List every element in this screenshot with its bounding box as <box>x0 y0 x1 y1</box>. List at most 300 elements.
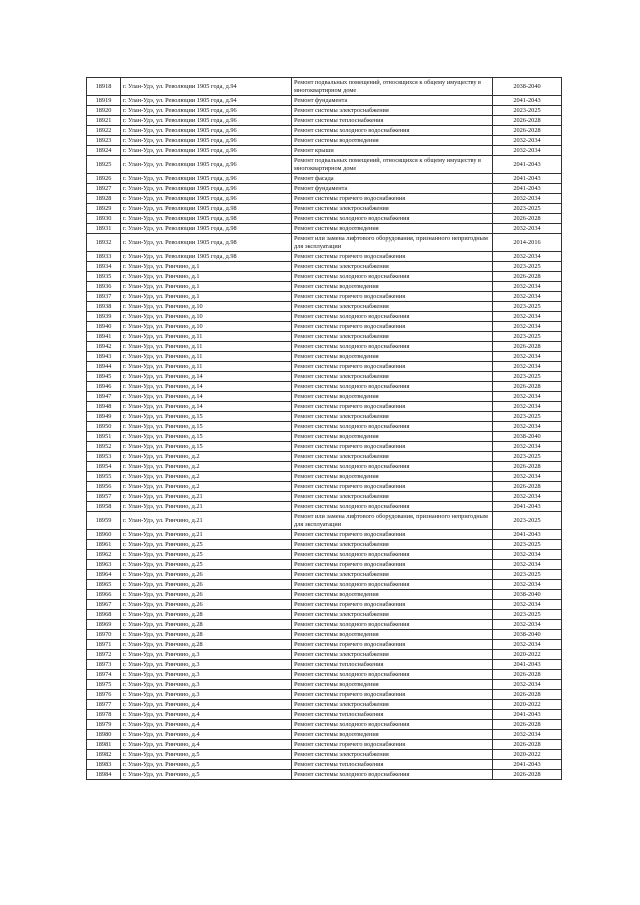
row-address: г. Улан-Удэ, ул. Ринчино, д.3 <box>121 690 292 700</box>
table-row <box>87 610 562 620</box>
row-number: 18966 <box>87 590 121 600</box>
row-work-type: Ремонт системы водоотведения <box>292 136 493 146</box>
row-work-type: Ремонт системы электроснабжения <box>292 750 493 760</box>
row-period: 2032-2034 <box>493 282 562 292</box>
table-row <box>87 690 562 700</box>
row-period: 2032-2034 <box>493 136 562 146</box>
row-address: г. Улан-Удэ, ул. Ринчино, д.2 <box>121 452 292 462</box>
row-work-type: Ремонт системы горячего водоснабжения <box>292 530 493 540</box>
row-work-type: Ремонт системы горячего водоснабжения <box>292 740 493 750</box>
row-address: г. Улан-Удэ, ул. Ринчино, д.25 <box>121 550 292 560</box>
row-period: 2023-2025 <box>493 452 562 462</box>
table-row <box>87 670 562 680</box>
table-row <box>87 282 562 292</box>
table-row <box>87 462 562 472</box>
row-address: г. Улан-Удэ, ул. Революции 1905 года, д.96 <box>121 116 292 126</box>
row-period: 2020-2022 <box>493 700 562 710</box>
row-work-type: Ремонт системы электроснабжения <box>292 492 493 502</box>
row-address: г. Улан-Удэ, ул. Ринчино, д.25 <box>121 540 292 550</box>
row-number: 18942 <box>87 342 121 352</box>
row-work-type: Ремонт системы горячего водоснабжения <box>292 690 493 700</box>
row-address: г. Улан-Удэ, ул. Ринчино, д.26 <box>121 590 292 600</box>
row-period: 2032-2034 <box>493 550 562 560</box>
row-number: 18955 <box>87 472 121 482</box>
row-period: 2032-2034 <box>493 680 562 690</box>
row-period: 2041-2043 <box>493 530 562 540</box>
row-number: 18965 <box>87 580 121 590</box>
row-period: 2032-2034 <box>493 252 562 262</box>
table-row <box>87 252 562 262</box>
row-address: г. Улан-Удэ, ул. Ринчино, д.3 <box>121 650 292 660</box>
row-work-type: Ремонт системы горячего водоснабжения <box>292 640 493 650</box>
row-address: г. Улан-Удэ, ул. Ринчино, д.21 <box>121 530 292 540</box>
row-period: 2032-2034 <box>493 600 562 610</box>
table-row <box>87 530 562 540</box>
row-address: г. Улан-Удэ, ул. Ринчино, д.2 <box>121 482 292 492</box>
row-number: 18939 <box>87 312 121 322</box>
table-row <box>87 156 562 174</box>
table-row <box>87 272 562 282</box>
row-number: 18921 <box>87 116 121 126</box>
row-address: г. Улан-Удэ, ул. Революции 1905 года, д.98 <box>121 204 292 214</box>
row-number: 18975 <box>87 680 121 690</box>
table-row <box>87 560 562 570</box>
row-number: 18926 <box>87 174 121 184</box>
row-address: г. Улан-Удэ, ул. Ринчино, д.2 <box>121 462 292 472</box>
table-row <box>87 194 562 204</box>
row-work-type: Ремонт системы холодного водоснабжения <box>292 580 493 590</box>
row-work-type: Ремонт системы водоотведения <box>292 730 493 740</box>
table-row <box>87 214 562 224</box>
row-address: г. Улан-Удэ, ул. Революции 1905 года, д.96 <box>121 184 292 194</box>
table-row <box>87 412 562 422</box>
row-period: 2041-2043 <box>493 96 562 106</box>
row-work-type: Ремонт системы холодного водоснабжения <box>292 550 493 560</box>
row-number: 18935 <box>87 272 121 282</box>
row-period: 2041-2043 <box>493 184 562 194</box>
row-address: г. Улан-Удэ, ул. Ринчино, д.11 <box>121 342 292 352</box>
row-number: 18925 <box>87 156 121 174</box>
row-period: 2032-2034 <box>493 146 562 156</box>
row-period: 2032-2034 <box>493 472 562 482</box>
row-work-type: Ремонт системы электроснабжения <box>292 540 493 550</box>
row-address: г. Улан-Удэ, ул. Революции 1905 года, д.98 <box>121 214 292 224</box>
row-work-type: Ремонт системы холодного водоснабжения <box>292 312 493 322</box>
row-work-type: Ремонт системы электроснабжения <box>292 302 493 312</box>
row-period: 2032-2034 <box>493 292 562 302</box>
table-row <box>87 620 562 630</box>
row-address: г. Улан-Удэ, ул. Ринчино, д.21 <box>121 512 292 530</box>
row-number: 18931 <box>87 224 121 234</box>
table-row <box>87 750 562 760</box>
row-period: 2041-2043 <box>493 502 562 512</box>
row-address: г. Улан-Удэ, ул. Ринчино, д.14 <box>121 392 292 402</box>
row-period: 2041-2043 <box>493 710 562 720</box>
row-period: 2023-2025 <box>493 372 562 382</box>
row-number: 18976 <box>87 690 121 700</box>
row-work-type: Ремонт фасада <box>292 174 493 184</box>
row-number: 18973 <box>87 660 121 670</box>
row-number: 18971 <box>87 640 121 650</box>
row-period: 2032-2034 <box>493 422 562 432</box>
row-address: г. Улан-Удэ, ул. Ринчино, д.11 <box>121 352 292 362</box>
table-row <box>87 322 562 332</box>
row-number: 18918 <box>87 78 121 96</box>
row-number: 18962 <box>87 550 121 560</box>
row-address: г. Улан-Удэ, ул. Революции 1905 года, д.96 <box>121 146 292 156</box>
row-period: 2023-2025 <box>493 302 562 312</box>
row-work-type: Ремонт системы электроснабжения <box>292 412 493 422</box>
row-period: 2032-2034 <box>493 194 562 204</box>
row-address: г. Улан-Удэ, ул. Революции 1905 года, д.96 <box>121 126 292 136</box>
table-row <box>87 730 562 740</box>
row-address: г. Улан-Удэ, ул. Ринчино, д.5 <box>121 760 292 770</box>
row-address: г. Улан-Удэ, ул. Ринчино, д.25 <box>121 560 292 570</box>
row-period: 2026-2028 <box>493 690 562 700</box>
row-period: 2032-2034 <box>493 640 562 650</box>
table-row <box>87 502 562 512</box>
row-period: 2038-2040 <box>493 78 562 96</box>
table-row <box>87 472 562 482</box>
row-work-type: Ремонт системы холодного водоснабжения <box>292 670 493 680</box>
row-period: 2032-2034 <box>493 442 562 452</box>
row-period: 2032-2034 <box>493 312 562 322</box>
table-row <box>87 452 562 462</box>
row-period: 2020-2022 <box>493 650 562 660</box>
row-work-type: Ремонт системы водоотведения <box>292 392 493 402</box>
row-address: г. Улан-Удэ, ул. Революции 1905 года, д.94 <box>121 96 292 106</box>
row-period: 2023-2025 <box>493 512 562 530</box>
row-period: 2038-2040 <box>493 590 562 600</box>
row-address: г. Улан-Удэ, ул. Революции 1905 года, д.94 <box>121 78 292 96</box>
row-number: 18933 <box>87 252 121 262</box>
table-row <box>87 96 562 106</box>
row-number: 18982 <box>87 750 121 760</box>
row-period: 2032-2034 <box>493 322 562 332</box>
row-work-type: Ремонт системы теплоснабжения <box>292 660 493 670</box>
row-period: 2026-2028 <box>493 272 562 282</box>
row-number: 18963 <box>87 560 121 570</box>
row-number: 18950 <box>87 422 121 432</box>
row-work-type: Ремонт системы водоотведения <box>292 472 493 482</box>
row-number: 18941 <box>87 332 121 342</box>
row-number: 18923 <box>87 136 121 146</box>
row-number: 18977 <box>87 700 121 710</box>
row-number: 18944 <box>87 362 121 372</box>
row-number: 18936 <box>87 282 121 292</box>
row-number: 18940 <box>87 322 121 332</box>
row-number: 18924 <box>87 146 121 156</box>
row-number: 18978 <box>87 710 121 720</box>
row-period: 2023-2025 <box>493 106 562 116</box>
table-row <box>87 402 562 412</box>
row-number: 18967 <box>87 600 121 610</box>
row-period: 2032-2034 <box>493 620 562 630</box>
row-period: 2032-2034 <box>493 580 562 590</box>
row-number: 18961 <box>87 540 121 550</box>
row-number: 18948 <box>87 402 121 412</box>
table-row <box>87 136 562 146</box>
row-number: 18970 <box>87 630 121 640</box>
row-number: 18969 <box>87 620 121 630</box>
row-work-type: Ремонт системы горячего водоснабжения <box>292 600 493 610</box>
row-address: г. Улан-Удэ, ул. Ринчино, д.14 <box>121 382 292 392</box>
row-period: 2026-2028 <box>493 214 562 224</box>
row-number: 18930 <box>87 214 121 224</box>
row-period: 2041-2043 <box>493 174 562 184</box>
document-page <box>86 77 561 780</box>
row-address: г. Улан-Удэ, ул. Революции 1905 года, д.96 <box>121 106 292 116</box>
row-number: 18972 <box>87 650 121 660</box>
table-row <box>87 710 562 720</box>
table-row <box>87 372 562 382</box>
row-number: 18979 <box>87 720 121 730</box>
row-period: 2026-2028 <box>493 482 562 492</box>
row-address: г. Улан-Удэ, ул. Ринчино, д.28 <box>121 630 292 640</box>
table-row <box>87 442 562 452</box>
row-number: 18980 <box>87 730 121 740</box>
row-period: 2032-2034 <box>493 402 562 412</box>
table-row <box>87 234 562 252</box>
row-number: 18983 <box>87 760 121 770</box>
table-row <box>87 224 562 234</box>
row-address: г. Улан-Удэ, ул. Ринчино, д.4 <box>121 700 292 710</box>
table-row <box>87 352 562 362</box>
row-number: 18943 <box>87 352 121 362</box>
row-address: г. Улан-Удэ, ул. Ринчино, д.10 <box>121 322 292 332</box>
row-period: 2026-2028 <box>493 770 562 780</box>
row-number: 18958 <box>87 502 121 512</box>
table-row <box>87 184 562 194</box>
row-period: 2026-2028 <box>493 116 562 126</box>
table-row <box>87 482 562 492</box>
row-address: г. Улан-Удэ, ул. Ринчино, д.15 <box>121 422 292 432</box>
row-work-type: Ремонт крыши <box>292 146 493 156</box>
row-work-type: Ремонт или замена лифтового оборудования, признанного непригодным для эксплуатации <box>292 512 493 530</box>
table-row <box>87 432 562 442</box>
row-period: 2038-2040 <box>493 432 562 442</box>
row-address: г. Улан-Удэ, ул. Ринчино, д.4 <box>121 710 292 720</box>
row-address: г. Улан-Удэ, ул. Революции 1905 года, д.98 <box>121 224 292 234</box>
row-work-type: Ремонт системы водоотведения <box>292 590 493 600</box>
row-address: г. Улан-Удэ, ул. Ринчино, д.15 <box>121 442 292 452</box>
row-address: г. Улан-Удэ, ул. Ринчино, д.26 <box>121 570 292 580</box>
row-number: 18934 <box>87 262 121 272</box>
row-period: 2023-2025 <box>493 204 562 214</box>
row-address: г. Улан-Удэ, ул. Революции 1905 года, д.98 <box>121 234 292 252</box>
row-work-type: Ремонт системы холодного водоснабжения <box>292 342 493 352</box>
row-number: 18957 <box>87 492 121 502</box>
row-period: 2032-2034 <box>493 362 562 372</box>
row-number: 18949 <box>87 412 121 422</box>
row-number: 18945 <box>87 372 121 382</box>
row-period: 2032-2034 <box>493 492 562 502</box>
table-row <box>87 312 562 322</box>
table-row <box>87 174 562 184</box>
row-work-type: Ремонт системы горячего водоснабжения <box>292 402 493 412</box>
table-row <box>87 650 562 660</box>
row-period: 2041-2043 <box>493 660 562 670</box>
row-work-type: Ремонт системы электроснабжения <box>292 106 493 116</box>
row-period: 2023-2025 <box>493 570 562 580</box>
row-work-type: Ремонт системы электроснабжения <box>292 700 493 710</box>
row-address: г. Улан-Удэ, ул. Ринчино, д.3 <box>121 660 292 670</box>
row-address: г. Улан-Удэ, ул. Ринчино, д.3 <box>121 670 292 680</box>
table-row <box>87 332 562 342</box>
row-address: г. Улан-Удэ, ул. Революции 1905 года, д.98 <box>121 252 292 262</box>
row-work-type: Ремонт системы водоотведения <box>292 282 493 292</box>
table-row <box>87 302 562 312</box>
row-period: 2023-2025 <box>493 412 562 422</box>
row-address: г. Улан-Удэ, ул. Ринчино, д.15 <box>121 432 292 442</box>
table-row <box>87 362 562 372</box>
row-period: 2032-2034 <box>493 392 562 402</box>
row-work-type: Ремонт системы электроснабжения <box>292 332 493 342</box>
repair-schedule-table <box>86 77 562 780</box>
row-number: 18984 <box>87 770 121 780</box>
row-work-type: Ремонт системы горячего водоснабжения <box>292 362 493 372</box>
row-work-type: Ремонт системы горячего водоснабжения <box>292 482 493 492</box>
row-work-type: Ремонт системы холодного водоснабжения <box>292 272 493 282</box>
row-work-type: Ремонт подвальных помещений, относящихся к общему имуществу в многоквартирном доме <box>292 78 493 96</box>
row-work-type: Ремонт системы водоотведения <box>292 352 493 362</box>
row-number: 18919 <box>87 96 121 106</box>
row-number: 18920 <box>87 106 121 116</box>
row-work-type: Ремонт или замена лифтового оборудования, признанного непригодным для эксплуатации <box>292 234 493 252</box>
row-address: г. Улан-Удэ, ул. Ринчино, д.3 <box>121 680 292 690</box>
table-row <box>87 720 562 730</box>
row-work-type: Ремонт системы холодного водоснабжения <box>292 422 493 432</box>
row-number: 18964 <box>87 570 121 580</box>
row-period: 2023-2025 <box>493 610 562 620</box>
row-number: 18928 <box>87 194 121 204</box>
row-number: 18954 <box>87 462 121 472</box>
table-row <box>87 660 562 670</box>
row-work-type: Ремонт системы электроснабжения <box>292 570 493 580</box>
table-row <box>87 382 562 392</box>
row-address: г. Улан-Удэ, ул. Ринчино, д.4 <box>121 740 292 750</box>
row-work-type: Ремонт системы электроснабжения <box>292 650 493 660</box>
row-work-type: Ремонт системы электроснабжения <box>292 204 493 214</box>
row-work-type: Ремонт системы холодного водоснабжения <box>292 462 493 472</box>
row-number: 18938 <box>87 302 121 312</box>
row-address: г. Улан-Удэ, ул. Ринчино, д.26 <box>121 600 292 610</box>
row-address: г. Улан-Удэ, ул. Революции 1905 года, д.96 <box>121 174 292 184</box>
row-work-type: Ремонт системы электроснабжения <box>292 262 493 272</box>
row-work-type: Ремонт системы горячего водоснабжения <box>292 442 493 452</box>
table-row <box>87 392 562 402</box>
row-address: г. Улан-Удэ, ул. Ринчино, д.10 <box>121 302 292 312</box>
row-number: 18922 <box>87 126 121 136</box>
row-period: 2023-2025 <box>493 262 562 272</box>
row-address: г. Улан-Удэ, ул. Ринчино, д.28 <box>121 620 292 630</box>
row-period: 2020-2022 <box>493 750 562 760</box>
row-work-type: Ремонт системы горячего водоснабжения <box>292 194 493 204</box>
row-work-type: Ремонт системы холодного водоснабжения <box>292 382 493 392</box>
table-row <box>87 700 562 710</box>
row-period: 2026-2028 <box>493 382 562 392</box>
row-period: 2026-2028 <box>493 670 562 680</box>
row-address: г. Улан-Удэ, ул. Ринчино, д.2 <box>121 472 292 482</box>
row-period: 2041-2043 <box>493 760 562 770</box>
row-work-type: Ремонт системы водоотведения <box>292 224 493 234</box>
table-row <box>87 740 562 750</box>
row-period: 2023-2025 <box>493 332 562 342</box>
row-number: 18953 <box>87 452 121 462</box>
table-row <box>87 550 562 560</box>
row-period: 2038-2040 <box>493 630 562 640</box>
row-number: 18981 <box>87 740 121 750</box>
row-address: г. Улан-Удэ, ул. Ринчино, д.21 <box>121 502 292 512</box>
row-number: 18960 <box>87 530 121 540</box>
row-work-type: Ремонт системы холодного водоснабжения <box>292 502 493 512</box>
row-address: г. Улан-Удэ, ул. Ринчино, д.1 <box>121 282 292 292</box>
row-period: 2023-2025 <box>493 540 562 550</box>
row-period: 2032-2034 <box>493 352 562 362</box>
row-number: 18946 <box>87 382 121 392</box>
row-address: г. Улан-Удэ, ул. Ринчино, д.10 <box>121 312 292 322</box>
row-number: 18937 <box>87 292 121 302</box>
table-row <box>87 78 562 96</box>
row-work-type: Ремонт системы холодного водоснабжения <box>292 620 493 630</box>
row-number: 18951 <box>87 432 121 442</box>
row-work-type: Ремонт фундамента <box>292 96 493 106</box>
row-address: г. Улан-Удэ, ул. Ринчино, д.1 <box>121 272 292 282</box>
row-work-type: Ремонт системы теплоснабжения <box>292 760 493 770</box>
row-period: 2032-2034 <box>493 730 562 740</box>
row-work-type: Ремонт системы водоотведения <box>292 630 493 640</box>
row-number: 18959 <box>87 512 121 530</box>
row-number: 18968 <box>87 610 121 620</box>
row-number: 18929 <box>87 204 121 214</box>
table-row <box>87 512 562 530</box>
row-period: 2026-2028 <box>493 720 562 730</box>
row-address: г. Улан-Удэ, ул. Ринчино, д.15 <box>121 412 292 422</box>
row-address: г. Улан-Удэ, ул. Ринчино, д.11 <box>121 332 292 342</box>
row-number: 18927 <box>87 184 121 194</box>
row-number: 18956 <box>87 482 121 492</box>
table-row <box>87 630 562 640</box>
row-work-type: Ремонт системы электроснабжения <box>292 372 493 382</box>
row-work-type: Ремонт системы холодного водоснабжения <box>292 214 493 224</box>
row-address: г. Улан-Удэ, ул. Ринчино, д.14 <box>121 372 292 382</box>
row-address: г. Улан-Удэ, ул. Ринчино, д.14 <box>121 402 292 412</box>
table-row <box>87 106 562 116</box>
row-work-type: Ремонт подвальных помещений, относящихся к общему имуществу в многоквартирном доме <box>292 156 493 174</box>
row-period: 2026-2028 <box>493 740 562 750</box>
table-row <box>87 262 562 272</box>
table-row <box>87 116 562 126</box>
row-address: г. Улан-Удэ, ул. Ринчино, д.5 <box>121 750 292 760</box>
row-work-type: Ремонт системы водоотведения <box>292 680 493 690</box>
row-address: г. Улан-Удэ, ул. Революции 1905 года, д.96 <box>121 136 292 146</box>
row-period: 2026-2028 <box>493 126 562 136</box>
row-period: 2026-2028 <box>493 342 562 352</box>
table-row <box>87 600 562 610</box>
row-period: 2032-2034 <box>493 224 562 234</box>
table-row <box>87 590 562 600</box>
row-work-type: Ремонт системы водоотведения <box>292 432 493 442</box>
row-work-type: Ремонт системы электроснабжения <box>292 610 493 620</box>
row-address: г. Улан-Удэ, ул. Ринчино, д.26 <box>121 580 292 590</box>
row-period: 2041-2043 <box>493 156 562 174</box>
row-period: 2014-2016 <box>493 234 562 252</box>
row-work-type: Ремонт системы горячего водоснабжения <box>292 252 493 262</box>
row-work-type: Ремонт системы теплоснабжения <box>292 710 493 720</box>
row-work-type: Ремонт системы холодного водоснабжения <box>292 770 493 780</box>
table-body <box>87 78 562 780</box>
row-address: г. Улан-Удэ, ул. Ринчино, д.11 <box>121 362 292 372</box>
